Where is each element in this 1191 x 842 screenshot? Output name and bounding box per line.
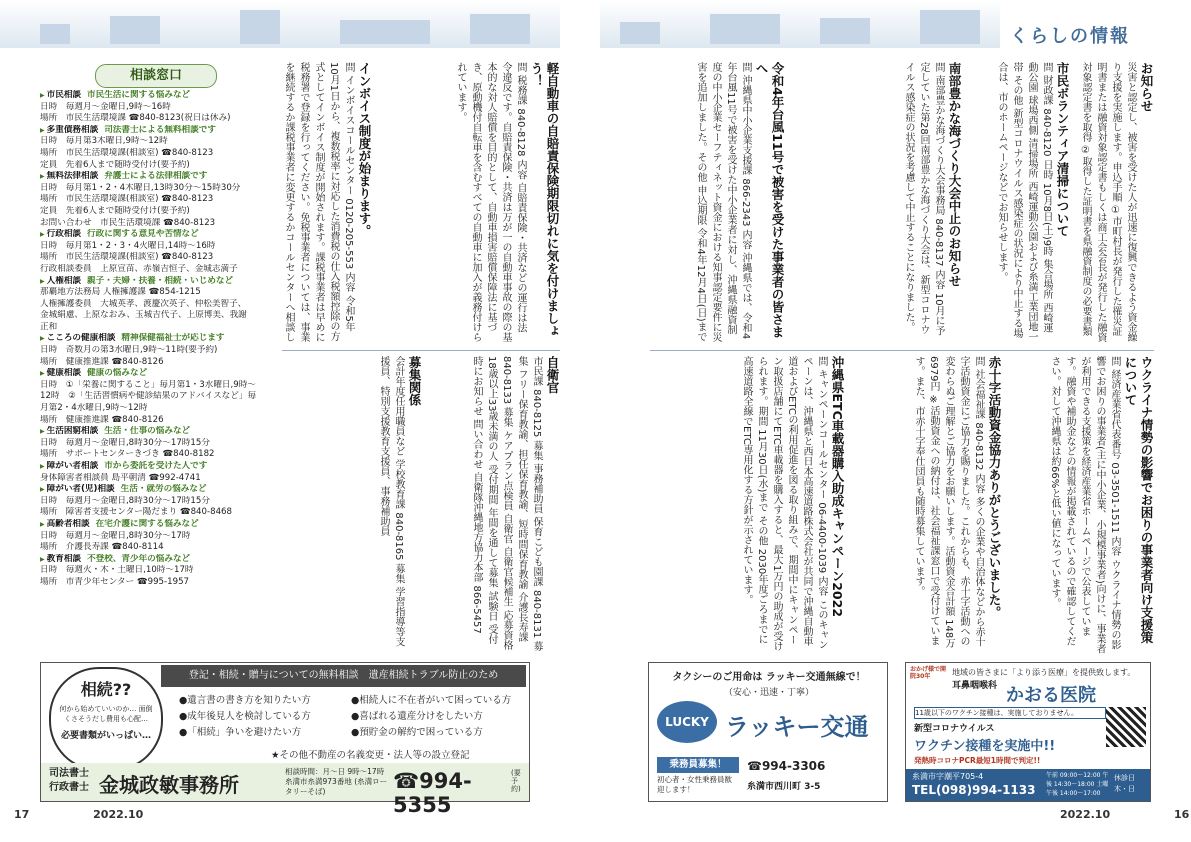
consult-detail: 場所 介護長寿課 ☎840-8114 — [40, 542, 164, 553]
article-title: 沖縄県ETC車載器購入助成キャンペーン2022 — [830, 356, 845, 618]
consult-heading-label: 多重債務相談 — [46, 124, 99, 135]
ad-item: ●預貯金の解約で困っている方 — [351, 727, 483, 738]
clinic-badge: おかげ様で開院30年 — [910, 666, 947, 680]
consult-heading-label: 高齢者相談 — [46, 518, 90, 529]
footer-right — [1060, 808, 1189, 821]
consult-detail: 場所 市民生活環境課(相談室) ☎840-8123 — [40, 252, 214, 263]
clinic-closed: 休診日 木・日 — [1114, 774, 1135, 793]
ad-taxi — [648, 662, 888, 802]
consult-heading-sub: 行政に関する意見や苦情など — [87, 229, 199, 240]
consult-heading — [40, 229, 270, 241]
article-body: 問 沖縄県中小企業支援課 866-2343 内容 沖縄県では、令和4年台風11号で被害を受けた中小企業者に対し、沖縄県融資制度の中小企業セーフティネット資金における知事認定要件に災害を追加しました。その他 申込期限 令和4年12月4日(日)まで — [695, 62, 751, 342]
clinic-dept: 耳鼻咽喉科 — [952, 681, 998, 691]
consult-heading-label: 障がい者(児)相談 — [46, 484, 115, 495]
article-title: 募集関係 — [407, 356, 422, 406]
article-typhoon — [650, 62, 785, 342]
page-number: 17 — [14, 808, 30, 821]
article-volunteer — [970, 62, 1070, 342]
consult-heading-sub: 不登校、青少年の悩みなど — [87, 553, 191, 564]
consult-heading-label: こころの健康相談 — [46, 333, 116, 344]
consult-heading-label: 市民相談 — [46, 90, 82, 100]
clinic-vaccine2: ワクチン接種を実施中!! — [914, 739, 1056, 754]
article-red-cross — [852, 356, 1002, 654]
clinic-pcr: 発熱時コロナPCR最短1時間で判定!! — [914, 756, 1041, 765]
consult-detail: 人権擁護委員 大城英孝、渡慶次英子、仲松美智子、 — [40, 298, 247, 309]
consult-detail: 日時 毎月第1・2・3・4火曜日,14時～16時 — [40, 240, 216, 251]
consult-heading — [40, 333, 270, 345]
consult-detail: 日時 毎週月～金曜日,8時30分～17時15分 — [40, 495, 210, 506]
consult-heading-sub: 市から委託を受けた人です — [104, 461, 208, 471]
article-title: お知らせ — [1139, 62, 1154, 112]
article-title: インボイス制度が始まります。 — [357, 62, 372, 237]
clinic-footer — [906, 769, 1150, 801]
header-skyline-right — [600, 0, 1000, 48]
consult-detail: 日時 奇数月の第3水曜日,9時～11時(要予約) — [40, 345, 218, 356]
consult-heading-label: 教育相談 — [46, 553, 82, 564]
clinic-phone: TEL(098)994-1133 — [912, 783, 1036, 797]
article-body: 問 キャンペーンコールセンター 06-4400-1039 内容 このキャンペーンは、沖縄県と西日本高速道路株式会社が共同で沖縄自動車道およびETCの利用促進を図る取り組みで、期間中にキャンペーン取扱店舗にてETC車載器を購入すると、最大1万円の助成が受けられます。期間 11月30日(水)まで その他 2030年度ごろまでに高速道路全線でETC専用化する方針が示されています。 — [741, 356, 827, 652]
ad-office-role: 司法書士 行政書士 — [49, 768, 89, 793]
ad-office-name: 金城政敏事務所 — [99, 773, 239, 797]
taxi-address: 糸満市西川町 3-5 — [747, 782, 821, 792]
ad-item: ●「相続」争いを避けたい方 — [179, 727, 302, 738]
consult-detail: 身体障害者相談員 島平朝清 ☎992-4741 — [40, 472, 201, 483]
taxi-headline: タクシーのご用命は ラッキー交通無線で！ — [672, 672, 866, 683]
consult-detail: 日時 毎週月～金曜日,9時～16時 — [40, 101, 171, 112]
consult-heading-label: 人権相談 — [46, 275, 82, 286]
ad-item: ●相続人に不在者がいて困っている方 — [351, 695, 512, 706]
article-sea-festival — [792, 62, 962, 342]
consult-heading — [40, 171, 270, 183]
ad-phone-note: (要予約) — [511, 769, 521, 793]
article-sdf — [430, 356, 560, 654]
article-invoice — [282, 62, 372, 342]
clinic-top: 地域の皆さまに「より添う医療」を提供致します。 — [952, 668, 1136, 677]
consult-heading-label: 無料法律相談 — [46, 171, 99, 182]
consult-detail: 日時 毎月第1・2・4木曜日,13時30分～15時30分 — [40, 182, 241, 193]
article-recruit — [282, 356, 422, 654]
consult-detail: 日時 毎週月～金曜日,8時30分～17時 — [40, 530, 191, 541]
consult-detail: 那覇地方法務局 人権擁護課 ☎854-1215 — [40, 287, 201, 298]
page-number: 16 — [1173, 808, 1190, 821]
ad-item: ●成年後見人を検討している方 — [179, 711, 311, 722]
header-skyline-left — [0, 0, 560, 48]
article-title: 南部豊かな海づくり大会中止のお知らせ — [947, 62, 962, 287]
clinic-address: 糸満市字潮平705-4 — [912, 772, 984, 781]
article-title: 市民ボランティア清掃について — [1055, 62, 1070, 237]
footer-left — [14, 808, 143, 821]
ad-item: ●遺言書の書き方を知りたい方 — [179, 695, 311, 706]
consult-detail: 日時 毎週火・木・土曜日,10時～17時 — [40, 565, 194, 576]
consult-detail: 場所 健康推進課 ☎840-8126 — [40, 414, 164, 425]
consult-detail: 金城絹慮、上原なおみ、玉城吉代子、上原博美、我謝 — [40, 310, 247, 321]
consult-heading-sub: 在宅介護に関する悩みなど — [95, 518, 199, 529]
consult-detail: 場所 市青少年センター ☎995-1957 — [40, 576, 189, 587]
ad-hours: 相談時間：月〜日 9時〜17時 糸満市糸満973番地 (糸満ロータリーそば) — [285, 767, 388, 796]
consultation-panel — [40, 62, 270, 656]
consult-heading-sub: 精神保健福祉士が応じます — [121, 333, 225, 344]
consult-heading — [40, 276, 270, 288]
article-title: 軽自動車の自賠責保険期限切れに気を付けましょう！ — [529, 62, 560, 337]
consult-heading-sub: 親子・夫婦・扶養・相続・いじめなど — [87, 275, 234, 286]
article-title: ウクライナ情勢の影響でお困りの事業者向け支援策について — [1123, 356, 1154, 644]
consult-detail: 場所 市民生活環境課(相談室) ☎840-8123 — [40, 147, 214, 158]
clinic-name: かおる医院 — [1006, 685, 1096, 706]
article-body: 市民課 840-8125 募集 事務補助員 保育こども園課 840-8131 募集 フリー保育教諭、担任保育教諭、短時間保育教諭 介護長寿課 840-8133 募集 ケアプラン点検員 自衛官 自衛官候補生 応募資格 18歳以上33歳未満の人 受付期間 年間を通して募集 試験日 受付時にお知らせ 問い合わせ 自衛隊沖縄地方協力本部 866-5457 — [471, 356, 542, 652]
consult-heading-sub: 健康の悩みなど — [87, 368, 148, 379]
consult-heading-label: 生活困窮相談 — [46, 426, 99, 437]
consult-heading-sub: 弁護士による法律相談です — [104, 171, 208, 182]
article-ukraine — [1010, 356, 1154, 654]
ad-note: ★その他不動産の名義変更・法人等の設立登記 — [271, 750, 470, 761]
consultation-title: 相談窓口 — [95, 64, 217, 88]
ad-clinic — [905, 662, 1151, 802]
article-vehicle-insurance — [380, 62, 560, 342]
ad-bubble-text: 何から始めていいのか… 面倒くさそうだし費用も心配… — [59, 705, 153, 723]
consult-detail: 日時 毎週月～金曜日,8時30分～17時15分 — [40, 437, 210, 448]
clinic-hours: 午前 09:00〜12:00 午後 14:30〜18:00 土曜午後 14:00〜17:00 — [1046, 772, 1109, 797]
taxi-logo: LUCKY — [657, 701, 717, 743]
consult-heading-sub: 生活・仕事の悩みなど — [104, 426, 191, 437]
consult-heading-sub: 司法書士による無料相談です — [104, 124, 216, 135]
consult-detail: 場所 健康推進課 ☎840-8126 — [40, 356, 164, 367]
issue-date: 2022.10 — [1060, 808, 1111, 821]
consult-detail: 日時 毎月第3木曜日,9時～12時 — [40, 136, 168, 147]
issue-date: 2022.10 — [93, 808, 144, 821]
taxi-phone: ☎994-3306 — [747, 759, 826, 773]
article-body: 問 インボイスコールセンター 0120-205-553 内容 令和5年10月1日から、複数税率に対応した消費税の仕入税額控除の方式としてインボイス制度が開始されます。課税事業者は早めに税務署で登録を行ってください。免税事業者については、事業を継続するか課税事業者に変更するかコールセンターへ相談し — [283, 62, 354, 342]
article-title: 令和4年台風11号で被害を受けた事業者の皆さまへ — [754, 62, 785, 339]
consult-heading — [40, 426, 270, 438]
ad-phone: ☎994-5355 — [393, 769, 472, 817]
taxi-name: ラッキー交通 — [725, 713, 869, 741]
article-body: 問 財政課 840-8120 日時 10月8日(土)9時 集合場所 西崎運動公園 球場西側 清掃場所 西崎運動公園および糸満工業団地一帯 その他 新型コロナウイルス感染症の状況により中止する場合は、市のホームページなどでお知らせします。 — [996, 62, 1052, 342]
consultation-list — [40, 90, 270, 589]
ad-item: ●喜ばれる遺産分けをしたい方 — [351, 711, 483, 722]
article-title: 赤十字活動資金協力ありがとうございました。 — [987, 356, 1002, 619]
consult-detail: 行政相談委員 上原宣苗、赤嶺吉恒子、金城志満子 — [40, 263, 238, 274]
consult-heading — [40, 484, 270, 496]
consult-heading-label: 行政相談 — [46, 229, 82, 240]
ad-bubble-foot: 必要書類がいっぱい… — [60, 731, 151, 741]
consult-heading — [40, 125, 270, 137]
article-title: 自衛官 — [545, 356, 560, 394]
ad-band: 登記・相続・贈与についての無料相談 遺産相続トラブル防止のため — [161, 665, 526, 687]
taxi-recruit-note: 初心者・女性乗務員歓迎します！ — [657, 775, 732, 794]
consult-detail: 場所 障害者支援センター陽だまり ☎840-8468 — [40, 507, 232, 518]
page-title: くらしの情報 — [1010, 26, 1130, 47]
article-body: 問 税務課 840-8128 内容 自賠責保険・共済などの運行は法令違反です。自賠責保険・共済は万が一の自動車事故の際の基本的な対人賠償を目的として、自動車損害賠償保障法に基づき、原動機付自転車を含むすべての自動車に加入が義務付けられています。 — [455, 62, 526, 342]
consult-detail: 12時 ②「生活習慣病や健診結果のアドバイスなど」毎 — [40, 391, 257, 402]
consult-heading — [40, 554, 270, 566]
ad-bubble — [49, 667, 163, 771]
article-etc — [650, 356, 845, 654]
article-body: 災害と認定し、被害を受けた人が迅速に復興できるよう資金繰り支援を実施します。申込手順 ①市町村長が発行した罹災証明書または融資対象認定書もしくは商工会会長が発行した融資対象認定書を取得 ②取得した証明書を県融資制度の必要書類 — [1080, 62, 1136, 342]
consult-detail: 定員 先着6人まで随時受付け(要予約) — [40, 205, 190, 216]
ad-bubble-title: 相続?? — [80, 680, 132, 699]
consult-heading-sub: 生活・就労の悩みなど — [120, 484, 207, 495]
consult-heading-label: 障がい者相談 — [46, 461, 99, 471]
consult-detail: お問い合わせ 市民生活環境課 ☎840-8123 — [40, 217, 216, 228]
ad-items — [179, 693, 529, 741]
clinic-vaccine1: 新型コロナウイルス — [914, 724, 995, 734]
consult-detail: 場所 市民生活環境課 ☎840-8123(祝日は休み) — [40, 113, 231, 124]
consult-detail: 定員 先着6人まで随時受付け(要予約) — [40, 159, 190, 170]
article-body: 会計年度任用職員など 学校教育課 840-8165 募集 学習指導等支援員、特別支援教育支援員、事務補助員 — [378, 356, 404, 647]
consult-heading-label: 健康相談 — [46, 368, 82, 379]
article-body: 問 社会福祉課 840-8132 内容 多くの企業や自治体などから赤十字活動資金にご協力を賜りました。これからも、赤十字活動への変わらぬご理解とご協力をお願いします。活動資金合計額 148万6979円 ※活動資金への納付は、社会福祉課窓口で受付けています。また、市赤十字奉仕団員も随時募集しています。 — [913, 356, 984, 649]
article-body: 問 南部豊かな海づくり大会事務局 840-8137 内容 10月に予定していた第28回南部豊かな海づくり大会は、新型コロナウイルス感染症の状況を考慮して中止することになりました。 — [903, 62, 944, 336]
consult-heading — [40, 461, 270, 473]
clinic-notice: 11歳以下のワクチン接種は、実施しておりません。 — [914, 707, 1106, 719]
consult-detail: 日時 ①「栄養に関すること」毎月第1・3水曜日,9時～ — [40, 379, 256, 390]
consult-detail: 場所 市民生活環境課(相談室) ☎840-8123 — [40, 194, 214, 205]
qr-code-icon — [1106, 707, 1146, 747]
consult-detail: 正和 — [40, 321, 58, 332]
taxi-recruit: 乗務員募集！ — [657, 757, 739, 773]
consult-detail: 月第2・4水曜日,9時～12時 — [40, 403, 148, 414]
consult-heading-sub: 市民生活に関する悩みなど — [87, 90, 191, 100]
consult-heading — [40, 90, 270, 102]
taxi-slogan: （安心・迅速・丁寧） — [723, 688, 814, 698]
consult-heading — [40, 368, 270, 380]
article-notice — [1078, 62, 1154, 342]
article-body: 問 経済産業省代表番号 03-3501-1511 内容 ウクライナ情勢の影響でお困りの事業者(主に中小企業、小規模事業者)向けに、事業者が利用できる支援策を経済産業省ホームページで公表しています。融資や補助金などの情報が掲載されているので確認してください。対して沖縄県は約66%と低い値になっています。 — [1049, 356, 1120, 654]
consult-detail: 場所 サポートセンターきづき ☎840-8182 — [40, 449, 215, 460]
consult-heading — [40, 519, 270, 531]
